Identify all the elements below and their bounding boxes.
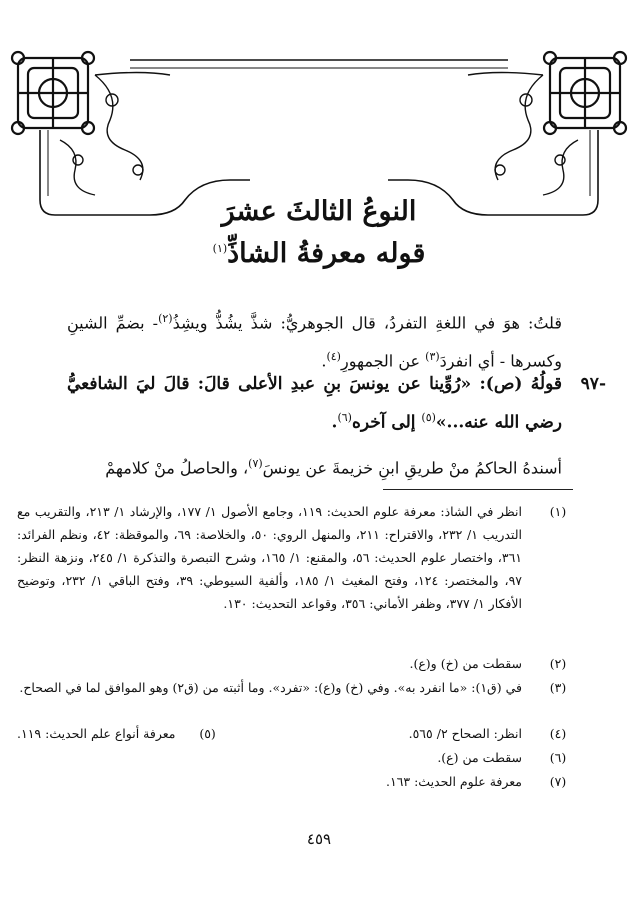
footnote-number: (٦) bbox=[549, 750, 567, 765]
subtitle-text: قوله معرفةُ الشاذِّ bbox=[227, 238, 426, 269]
footnote-text: انظر في الشاذ: معرفة علوم الحديث: ١١٩، وجامع الأصول ١/ ١٧٧، والإرشاد ١/ ٢١٣، والتقريب مع التدريب ١/ ٢٣٢، والاقتراح: ٢١١، والمنهل الروي: ٥٠، والخلاصة: ٦٩، والموقظة: ٤٢، ونظم الفرائد: ٣٦١، واختصار علوم الحديث: ٥٦، والمقنع: ١/ ١٦٥، وشرح التبصرة والتذكرة ١/ ٢٤٥، ونزهة النظر: ٩٧، والمختصر: ١٢٤، وفتح المغيث ١/ ١٨٥، وألفية السيوطي: ٣٩، وفتح الباقي ١/ ٢٣٢، وتوضيح الأفكار ١/ ٣٧٧، وظفر الأماني: ٣٥٦، وقواعد التحديث: ١٣٠. bbox=[17, 504, 523, 611]
footnote-ref: (٣) bbox=[425, 350, 440, 364]
page-number: ٤٥٩ bbox=[306, 830, 332, 848]
footnote-ref: (١) bbox=[212, 242, 228, 255]
footnote-text: انظر: الصحاح ٢/ ٥٦٥. bbox=[408, 726, 522, 741]
footnote-ref: (٦) bbox=[337, 411, 352, 424]
footnote-inline-5 bbox=[17, 722, 216, 745]
footnote-ref: (٥) bbox=[421, 411, 436, 424]
chapter-subtitle bbox=[0, 238, 638, 269]
footnote-text: سقطت من (خ) و(ع). bbox=[409, 656, 522, 671]
text-span: قلتُ: هوَ في اللغةِ التفردُ، قال الجوهريُّ: شذَّ يشُذُّ ويشِذُ bbox=[172, 313, 563, 333]
footnote-divider bbox=[383, 489, 573, 490]
text-span: أسندهُ الحاكمُ منْ طريقِ ابنِ خزيمةَ عن يونسَ bbox=[262, 458, 562, 478]
footnote-number: (٥) bbox=[199, 726, 216, 741]
footnote-number: (٢) bbox=[549, 656, 567, 671]
footnote-7 bbox=[17, 770, 572, 793]
corner-knot-left bbox=[12, 52, 94, 134]
footnote-number: (٣) bbox=[549, 680, 567, 695]
paragraph-commentary bbox=[67, 447, 562, 485]
footnote-3 bbox=[17, 676, 572, 699]
text-span: - بضمِّ الشينِ وكسرها - أي انفردَ bbox=[67, 313, 562, 371]
text-span: ، والحاصلُ منْ كلامهمْ bbox=[105, 458, 249, 478]
footnote-number: (٤) bbox=[549, 726, 567, 741]
paragraph-entry-97 bbox=[67, 367, 606, 440]
text-span: إلى آخره bbox=[351, 412, 422, 433]
text-span: . bbox=[321, 351, 327, 371]
footnote-number: (١) bbox=[549, 504, 567, 519]
footnote-1 bbox=[17, 500, 572, 615]
corner-knot-right bbox=[544, 52, 626, 134]
footnote-number: (٧) bbox=[549, 774, 567, 789]
footnote-text: في (ق١): «ما انفرد به». وفي (خ) و(ع): «تفرد». وما أثبته من (ق٢) وهو الموافق لما في الصحاح. bbox=[19, 680, 522, 695]
floral-scroll-right bbox=[468, 73, 578, 196]
footnote-text: سقطت من (ع). bbox=[437, 750, 522, 765]
footnote-text: معرفة علوم الحديث: ١٦٣. bbox=[385, 774, 522, 789]
footnote-ref: (٤) bbox=[326, 350, 341, 364]
footnote-text: معرفة أنواع علم الحديث: ١١٩. bbox=[17, 726, 176, 741]
chapter-title: النوعُ الثالثَ عشرَ bbox=[221, 196, 417, 227]
entry-number: -٩٧ bbox=[580, 374, 606, 394]
footnote-row bbox=[17, 722, 522, 745]
text-span: . bbox=[331, 412, 338, 433]
text-span: قولُهُ (ص): «رُوِّينا عن يونسَ بنِ عبدِ الأعلى قالَ: قالَ ليَ الشافعيُّ رضي الله عنه...» bbox=[67, 374, 562, 433]
text-span: عن الجمهورِ bbox=[340, 351, 426, 371]
footnote-ref: (٧) bbox=[248, 457, 263, 470]
floral-scroll-left bbox=[60, 73, 170, 196]
footnote-4-5 bbox=[17, 722, 572, 745]
footnote-ref: (٢) bbox=[158, 312, 173, 325]
footnote-6 bbox=[17, 746, 572, 769]
footnote-2 bbox=[17, 652, 572, 675]
